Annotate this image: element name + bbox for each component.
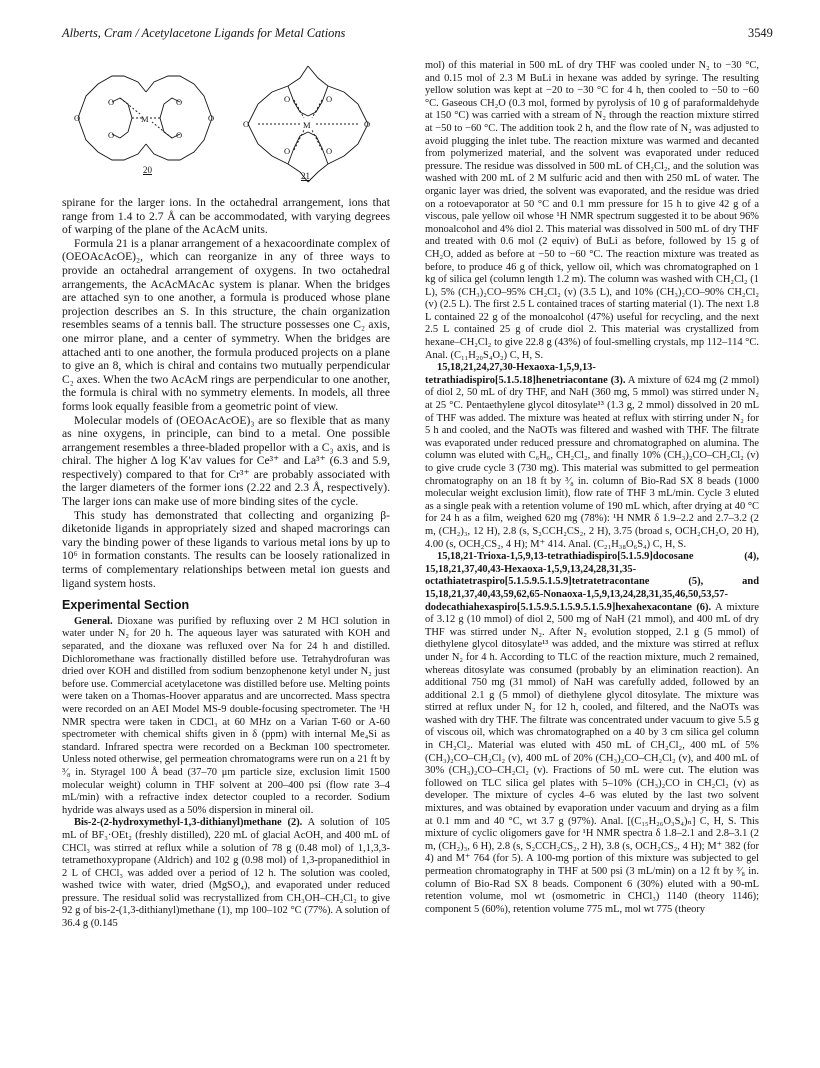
atom-M: M bbox=[303, 120, 311, 130]
paragraph-text: A mixture of 624 mg (2 mmol) of diol 2, 50 mL of dry THF, and NaH (360 mg, 5 mmol) was stirred under N₂ at 25 °C. Pentaethylene glycol ditosylate¹³ (1.3 g, 2 mmol) dissolved in 20 mL of THF was added. The mixture was heated at reflux with stirring under N₂ for 5 h and cooled, and the NaOTs was filtered and washed with THF. The filtrate was evaporated under reduced pressure and chromatographed on alumina. The column was eluted with C₆H₆, CH₂Cl₂, and finally 10% (CH₃)₂CO–CH₂Cl₂ (v) to give crude cycle 3 (730 mg). This material was submitted to gel permeation chromatography on an 18 ft by ³⁄₈ in. column of Bio-Rad SX 8 beads (1000 molecular weight exclusion limit), flow rate of THF 3 mL/min. Cycle 3 eluted as a single peak with a retention volume of 190 mL which, after drying at 40 °C for 24 h as a film, weighed 620 mg (78%): ¹H NMR δ 1.9–2.2 and 2.7–3.2 (2 m, (CH₂)₃, 12 H), 2.8 (s, S₂CCH₂CS₂, 2 H), 3.75 (broad s, OCH₂CH₂O, 20 H), 4.00 (s, OCH₂CS₂, 4 H); M⁺ 414. Anal. (C₂₁H₃₈O₆S₄) C, H, S. bbox=[425, 374, 760, 550]
atom-O: O bbox=[176, 130, 183, 140]
experimental-paragraph-compound-3 bbox=[425, 362, 759, 551]
discussion-paragraph: Formula 21 is a planar arrangement of a hexacoordinate complex of (OEOAcAcOE)₂, which can reorganize in any of three ways to provide an octahedral arrangement of oxygens. In two octahedral arrangements, the AcAcMAcAc system is planar. When the bridges are attached syn to one another, a formula is produced whose plane projection describes an S. In this structure, the chain organization resembles seams of a tennis ball. The structure possesses one C₂ axis, one mirror plane, and a center of symmetry. When the bridges are attached anti to one another, the formula produced projects on a plane to give an 8, which is chiral and contains two mutually perpendicular C₂ axes. When the two AcAcM rings are perpendicular to one another, the formula is chiral with no symmetry elements. In models, all three forms look equally feasible from a geometric point of view. bbox=[62, 236, 390, 413]
experimental-paragraph-compounds-4-6 bbox=[425, 551, 759, 916]
left-column bbox=[62, 60, 390, 931]
run-in-heading: Bis-2-(2-hydroxymethyl-1,3-dithianyl)methane (2). bbox=[74, 817, 303, 829]
atom-O: O bbox=[326, 94, 333, 104]
atom-O: O bbox=[326, 146, 333, 156]
compound-label-21: 21 bbox=[301, 171, 310, 181]
discussion-paragraph: spirane for the larger ions. In the octahedral arrangement, ions that range from 1.4 to 2.7 Å can be accommodated, with varying degrees of warping of the plane of the AcAcM units. bbox=[62, 196, 390, 237]
experimental-paragraph-general bbox=[62, 616, 390, 818]
running-title: Alberts, Cram / Acetylacetone Ligands for Metal Cations bbox=[62, 26, 346, 40]
atom-O: O bbox=[74, 113, 81, 123]
atom-O: O bbox=[176, 97, 183, 107]
run-in-heading: 15,18,21,24,27,30-Hexaoxa-1,5,9,13-tetrathiadispiro[5.1.5.18]henetriacontane (3). bbox=[425, 362, 626, 386]
discussion bbox=[62, 196, 390, 590]
right-column bbox=[425, 60, 759, 916]
experimental-paragraph-continued: mol) of this material in 500 mL of dry THF was cooled under N₂ to −30 °C, and 0.15 mol of 2.3 M BuLi in hexane was added by syringe. The resulting yellow solution was kept at −20 to −30 °C for 4 h, then cooled to −50 to −60 °C. Gaseous CH₂O (0.3 mol, formed by pyrolysis of 10 g of paraformaldehyde at 150 °C) was carried with a stream of N₂ through the reaction mixture stirred at −50 to −60 °C. The addition took 2 h, and the flow rate of N₂ was adjusted to avoid plugging the inlet tube. The reaction mixture was warmed and decanted from polymerized material, and the solvent was evaporated under reduced pressure. The residue was dissolved in 500 mL of CH₂Cl₂, and the solution was washed with 200 mL of 2 M sulfuric acid and then with 250 mL of water. The organic layer was dried, the solvent was evaporated, and the residue was dried on a rotoevaporator at 50 °C and 0.1 mm pressure for 15 h to give 42 g of a viscous, pale yellow oil whose ¹H NMR spectrum suggested it to be about 96% monoalcohol and 4% diol 2. This material was dissolved in 500 mL of dry THF and treated with 0.6 mol (2 equiv) of BuLi as before, followed by 15 g of CH₂O, added as before at −50 to −60 °C. The reaction mixture was treated as before, to produce 46 g of thick, yellow oil, which was chromatographed on 1 kg of silica gel (column length 1.2 m). The column was washed with CH₂Cl₂ (1 L), 5% (CH₃)₂CO–95% CH₂Cl₂ (v) (3.5 L), and 10% (CH₃)₂CO–90% CH₂Cl₂ (v) (2.5 L). The first 2.5 L contained traces of starting material (1). The next 1.8 L contained 22 g of the monoalcohol (47%) useful for recycling, and the next 2.5 L contained 25 g of crude diol 2. This material was crystallized from hexane–CH₂Cl₂ to give 22.8 g (43%) of foul-smelling crystals, mp 112–114 °C. Anal. (C₁₁H₂₀S₄O₂) C, H, S. bbox=[425, 60, 759, 361]
paragraph-text: A solution of 105 mL of BF₃·OEt₂ (freshly distilled), 220 mL of glacial AcOH, and 400 mL of CHCl₃ was stirred at reflux while a solution of 78 g (0.48 mol) of 1,1,3,3-tetramethoxypropane (Aldrich) and 102 g (0.98 mol) of 1,3-propanedithiol in 2 L of CHCl₃ was added over a period of 12 h. The solution was cooled, washed twice with water, dried (MgSO₄), and evaporated under reduced pressure. The residual solid was recrystallized from CH₃OH–CH₂Cl₂ to give 92 g of bis-2-(1,3-dithianyl)methane (1), mp 100–102 °C (77%). A solution of 36.4 g (0.145 bbox=[62, 817, 390, 930]
atom-O: O bbox=[284, 94, 291, 104]
compound-label-20: 20 bbox=[143, 165, 152, 175]
discussion-paragraph: This study has demonstrated that collecting and organizing β-diketonide ligands in appropriately sized and shaped macrorings can vary the binding power of these ligands to various metal ions by up to 10⁶ in formation constants. The results can be loosely rationalized in terms of complementary relationships between metal ion guests and ligand system hosts. bbox=[62, 508, 390, 590]
section-heading-experimental: Experimental Section bbox=[62, 598, 190, 613]
atom-O: O bbox=[364, 119, 371, 129]
atom-O: O bbox=[208, 113, 215, 123]
paragraph-text: Dioxane was purified by refluxing over 2 M HCl solution in water under N₂ for 20 h. The aqueous layer was saturated with KOH and separated, and the dioxane was refluxed over Na for 24 h and distilled. Dichloromethane was fractionally distilled before use. Tetrahydrofuran was dried over KOH and distilled from sodium benzophenone ketyl under N₂ just before use. Commercial acetylacetone was distilled before use. Melting points were taken on a Thomas-Hoover apparatus and are uncorrected. Mass spectra were recorded on an AEI Model MS-9 double-focusing spectrometer. The ¹H NMR spectra were taken in CDCl₃ at 60 MHz on a Varian T-60 or A-60 spectrometer with chemical shifts given in δ (ppm) with internal Me₄Si as standard. Infrared spectra were recorded on a Beckman 100 spectrometer. Unless noted otherwise, gel permeation chromatograms were run on a 21 ft by ³⁄₈ in. Styragel 100 Å bead (37–70 μm particle size, exclusion limit 1500 molecular weight) column in THF solvent at 200–400 psi (flow rate 3–4 mL/min) with a refractive index detector coupled to a recorder. Sodium hydride was always used as a 50% dispersion in mineral oil. bbox=[62, 615, 390, 816]
page-number: 3549 bbox=[748, 26, 773, 40]
atom-O: O bbox=[108, 97, 115, 107]
structure-figure bbox=[62, 60, 390, 188]
atom-O: O bbox=[108, 130, 115, 140]
atom-O: O bbox=[284, 146, 291, 156]
experimental-paragraph-compound-2 bbox=[62, 817, 390, 930]
run-in-heading: 15,18,21-Trioxa-1,5,9,13-tetrathiadispiro[5.1.5.9]docosane (4), 15,18,21,37,40,43-Hexaoxa-1,5,9,13,24,28,31,35-octathiatetraspiro[5.1.5.9.5.1.5.9]tetratetracontane (5), and 15,18,21,37,40,43,59,62,65-Nonaoxa-1,5,9,13,24,28,31,35,46,50,53,57-dodecathiahexaspiro[5.1.5.9.5.1.5.9.5.1.5.9]hexahexacontane (6). bbox=[425, 551, 759, 613]
structure-drawings bbox=[62, 60, 390, 188]
atom-O: O bbox=[243, 119, 250, 129]
atom-M: M bbox=[141, 114, 149, 124]
paragraph-text: A mixture of 3.12 g (10 mmol) of diol 2, 500 mg of NaH (21 mmol), and 400 mL of dry THF was stirred under N₂. After N₂ evolution stopped, 2.1 g (5 mmol) of diethylene glycol ditosylate¹³ was added, and the mixture was stirred at reflux under N₂ for 4 h. According to TLC of the reaction mixture, much 2 remained, whereas ditosylate was consumed (probably by an elimination reaction). An additional 750 mg (31 mmol) of NaH was carefully added, followed by an additional 2.1 g (5 mmol) of diethylene glycol ditosylate. The mixture was stirred at reflux under N₂ for 12 h, cooled, and filtered, and the NaOTs was washed with dry THF. The filtrate was concentrated under vacuum to give 5.5 g of viscous oil, which was chromatographed on a 40 by 3 cm silica gel column in CH₂Cl₂. Material was eluted with 450 mL of CH₂Cl₂, 400 mL of 5% (CH₃)₂CO–CH₂Cl₂ (v), 400 mL of 20% (CH₃)₂CO–CH₂Cl₂ (v), and 400 mL of 30% (CH₃)₂CO–CH₂Cl₂ (v). Fractions of 50 mL were cut. The elution was followed on TLC silica gel plates with 5–10% (CH₃)₂CO in CH₂Cl₂ (v) as developer. The mixture of cycles 4–6 was eluted by the last two solvent mixtures, and was obtained by evaporation under vacuum and drying as a film at 0.1 mm and 40 °C, wt 3.7 g (97%). Anal. [(C₁₅H₂₆O₃S₄)ₙ] C, H, S. This mixture of cyclic oligomers gave for ¹H NMR spectra δ 1.8–2.1 and 2.8–3.1 (2 m, (CH₂)₃, 6 H), 2.8 (s, S₂CCH₂CS₂, 2 H), 3.8 (s, OCH₂CS₂, 4 H); M⁺ 382 (for 4) and M⁺ 764 (for 5). A 100-mg portion of this mixture was subjected to gel permeation chromatography in THF at 500 psi (3 mL/min) on a 12 ft by ³⁄₈ in. column of Bio-Rad SX 8 beads. Component 6 (30%) eluted with a 90-mL retention volume, mol wt (osmometric in CHCl₃) 1140 (theory 1146); component 5 (60%), retention volume 775 mL, mol wt 775 (theory bbox=[425, 601, 759, 915]
discussion-paragraph: Molecular models of (OEOAcAcOE)₃ are so flexible that as many as nine oxygens, in principle, can bind to a metal. One possible arrangement resembles a three-bladed propellor with a C₃ axis, and is chiral. The higher Δ log K′av values for Ce³⁺ and La³⁺ (6.3 and 5.9, respectively) compared to that for Cr³⁺ are probably associated with the larger diameters of the former ions (2.22 and 2.3 Å, respectively). The larger ions can make use of more binding sites of the cycle. bbox=[62, 413, 390, 509]
run-in-heading: General. bbox=[74, 615, 113, 627]
